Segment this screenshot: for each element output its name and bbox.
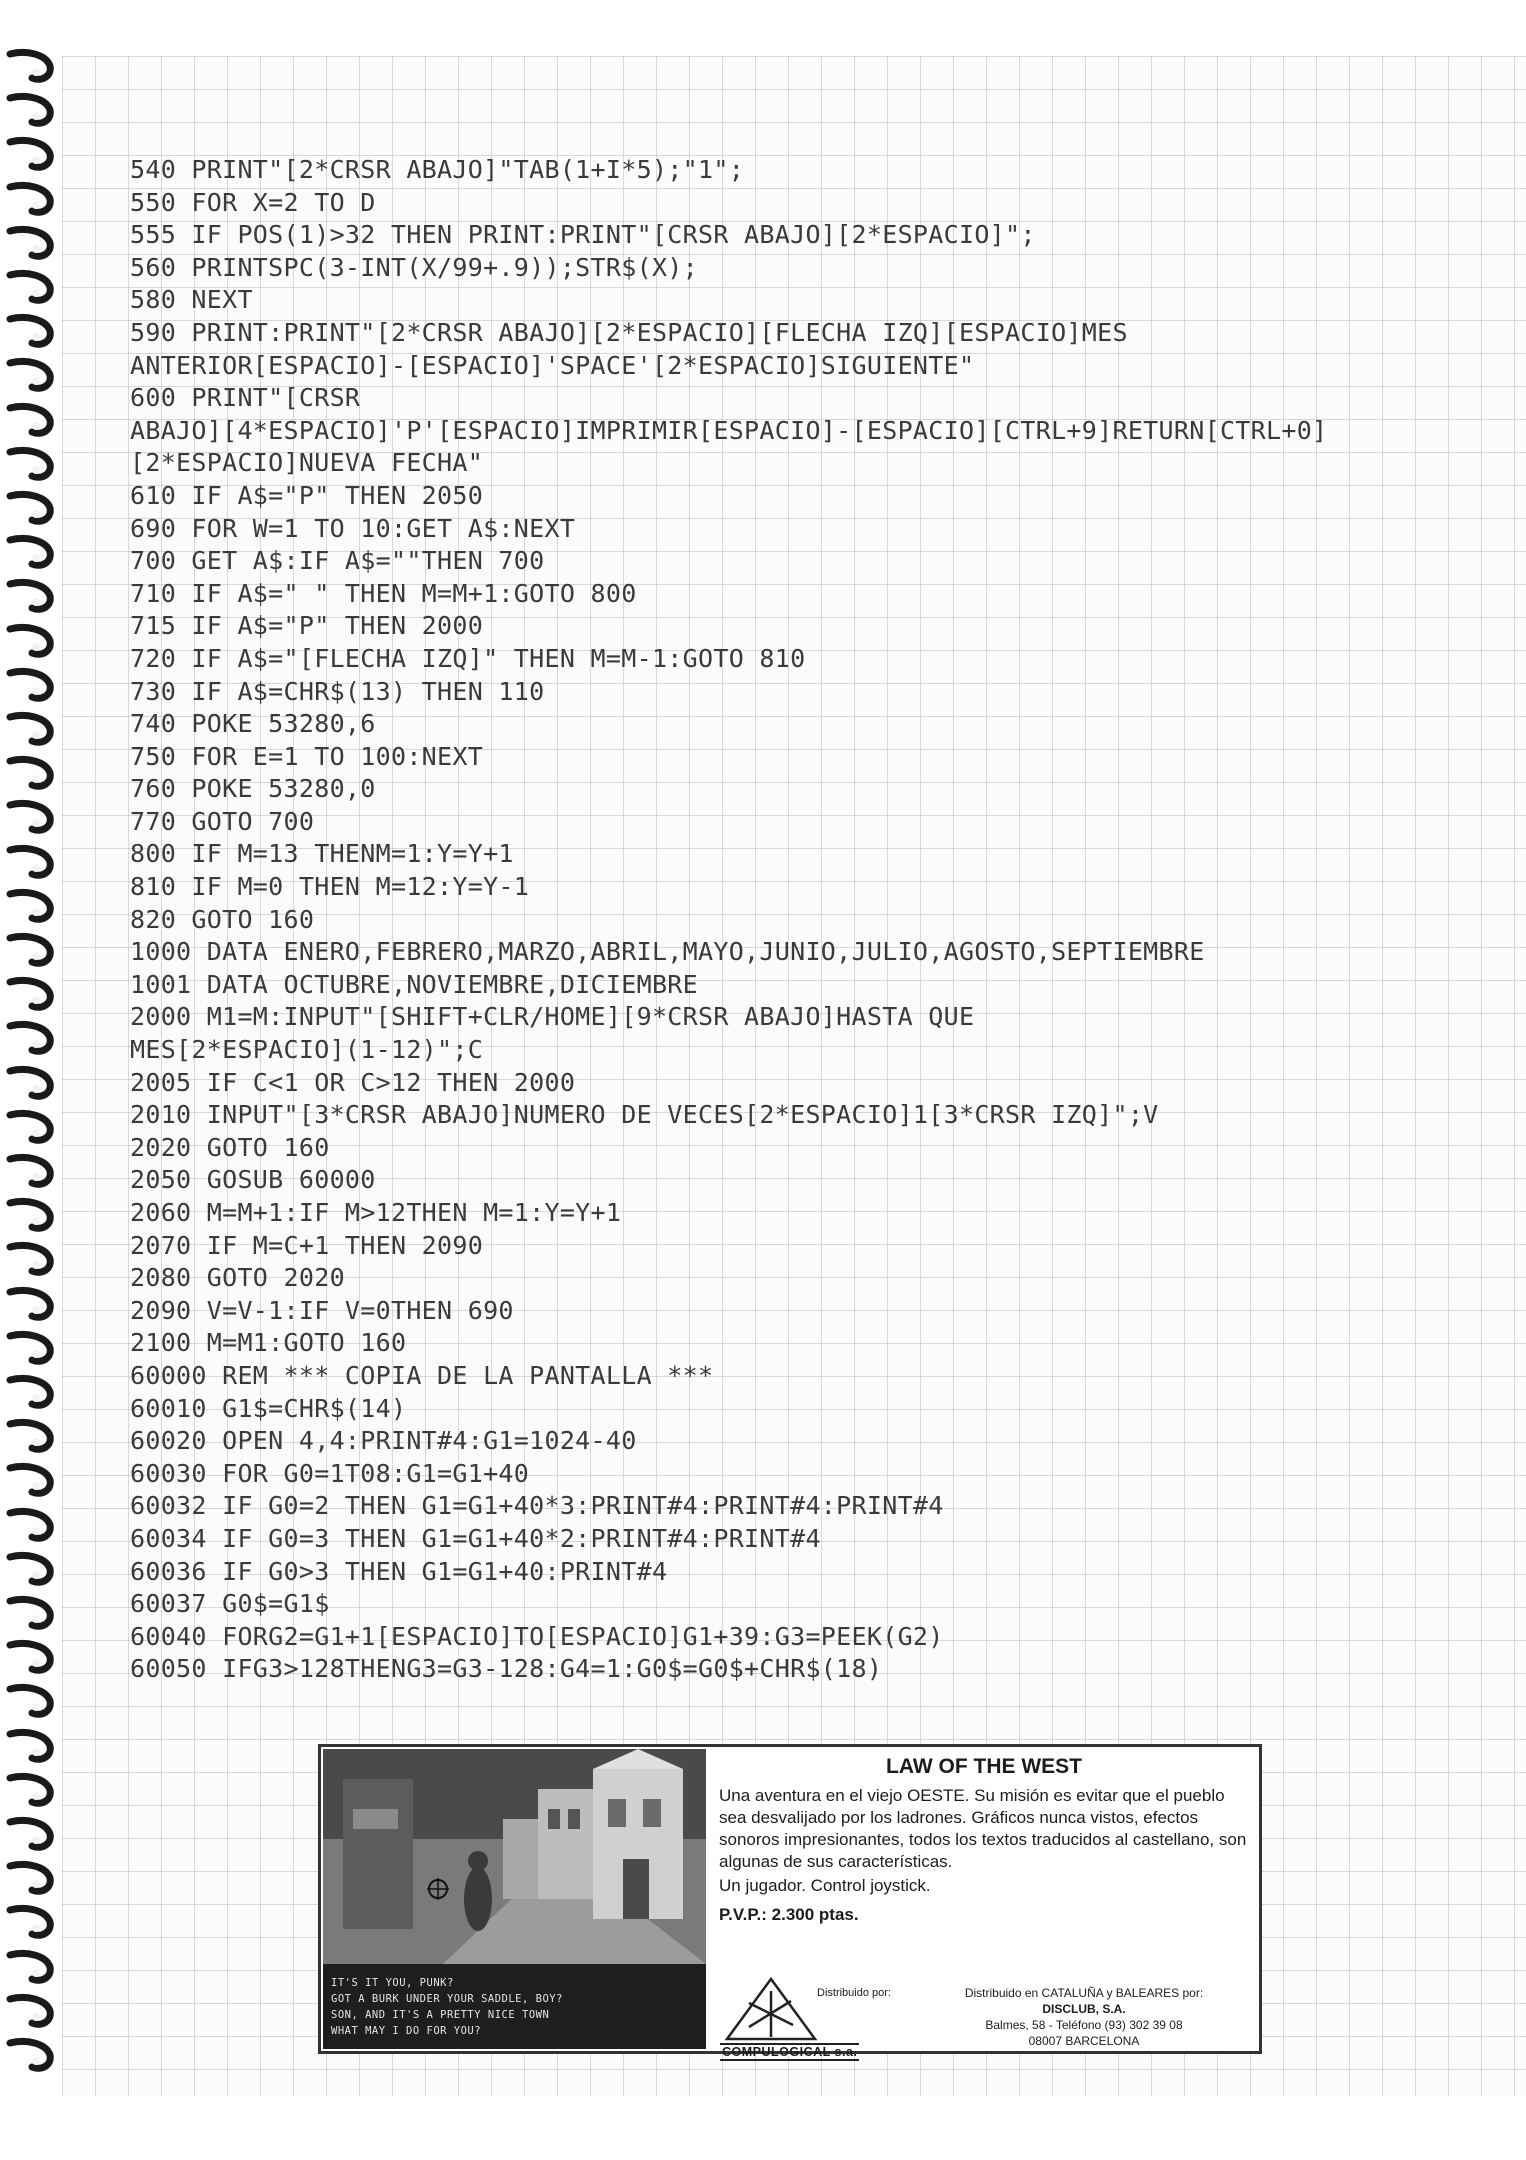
screenshot-dialog-line: SON, AND IT'S A PRETTY NICE TOWN xyxy=(331,2009,550,2021)
code-line: 60036 IF G0>3 THEN G1=G1+40:PRINT#4 xyxy=(130,1556,668,1586)
code-line: 60050 IFG3>128THENG3=G3-128:G4=1:G0$=G0$+CHR$(18) xyxy=(130,1654,883,1684)
code-line: 1001 DATA OCTUBRE,NOVIEMBRE,DICIEMBRE xyxy=(130,969,698,999)
binding-ring-icon xyxy=(6,269,56,305)
code-line: 2080 GOTO 2020 xyxy=(130,1263,345,1293)
binding-ring-icon xyxy=(6,1241,56,1277)
binding-ring-icon xyxy=(6,1728,56,1764)
ad-price xyxy=(719,1905,1249,1925)
code-line: 2010 INPUT"[3*CRSR ABAJO]NUMERO DE VECES[2*ESPACIO]1[3*CRSR IZQ]";V xyxy=(130,1100,1159,1130)
binding-ring-icon xyxy=(6,313,56,349)
code-line: 2050 GOSUB 60000 xyxy=(130,1165,376,1195)
binding-ring-icon xyxy=(6,1772,56,1808)
ad-players: Un jugador. Control joystick. xyxy=(719,1876,931,1895)
code-line: 60037 G0$=G1$ xyxy=(130,1589,330,1619)
code-line: 610 IF A$="P" THEN 2050 xyxy=(130,480,484,510)
code-line: 730 IF A$=CHR$(13) THEN 110 xyxy=(130,676,545,706)
binding-ring-icon xyxy=(6,534,56,570)
binding-ring-icon xyxy=(6,48,56,84)
code-line: 800 IF M=13 THENM=1:Y=Y+1 xyxy=(130,839,514,869)
game-advertisement xyxy=(318,1744,1262,2059)
binding-ring-icon xyxy=(6,357,56,393)
binding-ring-icon xyxy=(6,1418,56,1454)
code-line: 700 GET A$:IF A$=""THEN 700 xyxy=(130,546,545,576)
screenshot-dialog-line: GOT A BURK UNDER YOUR SADDLE, BOY? xyxy=(331,1993,563,2005)
binding-ring-icon xyxy=(6,623,56,659)
binding-ring-icon xyxy=(6,490,56,526)
binding-ring-icon xyxy=(6,1020,56,1056)
dist-company: DISCLUB, S.A. xyxy=(1042,2002,1126,2016)
code-line: 2020 GOTO 160 xyxy=(130,1132,330,1162)
code-line: 740 POKE 53280,6 xyxy=(130,709,376,739)
code-line: 760 POKE 53280,0 xyxy=(130,774,376,804)
binding-ring-icon xyxy=(6,888,56,924)
binding-ring-icon xyxy=(6,181,56,217)
binding-ring-icon xyxy=(6,755,56,791)
binding-ring-icon xyxy=(6,1595,56,1631)
code-line: 2070 IF M=C+1 THEN 2090 xyxy=(130,1230,484,1260)
code-line: 60010 G1$=CHR$(14) xyxy=(130,1393,407,1423)
binding-ring-icon xyxy=(6,1551,56,1587)
code-line: MES[2*ESPACIO](1-12)";C xyxy=(130,1035,484,1065)
code-line: ANTERIOR[ESPACIO]-[ESPACIO]'SPACE'[2*ESPACIO]SIGUIENTE" xyxy=(130,350,975,380)
basic-program-listing xyxy=(130,154,1430,1686)
spiral-binding xyxy=(0,48,70,2088)
code-line: 550 FOR X=2 TO D xyxy=(130,187,376,217)
code-line: 750 FOR E=1 TO 100:NEXT xyxy=(130,741,484,771)
screenshot-dialog-line: WHAT MAY I DO FOR YOU? xyxy=(331,2025,482,2037)
code-line: 60030 FOR G0=1T08:G1=G1+40 xyxy=(130,1458,530,1488)
code-line: 820 GOTO 160 xyxy=(130,904,315,934)
price-label: P.V.P.: xyxy=(719,1905,767,1924)
code-line: 1000 DATA ENERO,FEBRERO,MARZO,ABRIL,MAYO,JUNIO,JULIO,AGOSTO,SEPTIEMBRE xyxy=(130,937,1205,967)
code-line: 2100 M=M1:GOTO 160 xyxy=(130,1328,407,1358)
code-line: ABAJO][4*ESPACIO]'P'[ESPACIO]IMPRIMIR[ESPACIO]-[ESPACIO][CTRL+9]RETURN[CTRL+0] xyxy=(130,415,1328,445)
compulogical-logo-icon xyxy=(719,1973,824,2043)
code-line: [2*ESPACIO]NUEVA FECHA" xyxy=(130,448,484,478)
binding-ring-icon xyxy=(6,1153,56,1189)
binding-ring-icon xyxy=(6,799,56,835)
binding-ring-icon xyxy=(6,1949,56,1985)
ad-description: Una aventura en el viejo OESTE. Su misión es evitar que el pueblo sea desvalijado por los ladrones. Gráficos nunca vistos, efectos sonoros impresionantes, todos los textos traducidos al castellano, son algunas de sus características. xyxy=(719,1786,1247,1871)
binding-ring-icon xyxy=(6,92,56,128)
regional-distributor xyxy=(919,1985,1249,2049)
code-line: 600 PRINT"[CRSR xyxy=(130,383,361,413)
code-line: 60000 REM *** COPIA DE LA PANTALLA *** xyxy=(130,1360,714,1390)
code-line: 580 NEXT xyxy=(130,285,253,315)
binding-ring-icon xyxy=(6,976,56,1012)
binding-ring-icon xyxy=(6,1374,56,1410)
code-line: 2060 M=M+1:IF M>12THEN M=1:Y=Y+1 xyxy=(130,1198,622,1227)
binding-ring-icon xyxy=(6,402,56,438)
ad-title: LAW OF THE WEST xyxy=(886,1755,1082,1778)
binding-ring-icon xyxy=(6,1993,56,2029)
code-line: 2005 IF C<1 OR C>12 THEN 2000 xyxy=(130,1067,576,1097)
binding-ring-icon xyxy=(6,1330,56,1366)
code-line: 690 FOR W=1 TO 10:GET A$:NEXT xyxy=(130,513,576,543)
dist-address: Balmes, 58 - Teléfono (93) 302 39 08 xyxy=(985,2018,1183,2032)
code-line: 720 IF A$="[FLECHA IZQ]" THEN M=M-1:GOTO 810 xyxy=(130,643,806,673)
binding-ring-icon xyxy=(6,1462,56,1498)
binding-ring-icon xyxy=(6,2037,56,2073)
code-line: 715 IF A$="P" THEN 2000 xyxy=(130,611,484,641)
binding-ring-icon xyxy=(6,136,56,172)
binding-ring-icon xyxy=(6,932,56,968)
binding-ring-icon xyxy=(6,1065,56,1101)
code-line: 60020 OPEN 4,4:PRINT#4:G1=1024-40 xyxy=(130,1426,637,1456)
code-line: 555 IF POS(1)>32 THEN PRINT:PRINT"[CRSR ABAJO][2*ESPACIO]"; xyxy=(130,220,1036,250)
code-line: 540 PRINT"[2*CRSR ABAJO]"TAB(1+I*5);"1"; xyxy=(130,155,745,184)
screenshot-dialog-line: IT'S IT YOU, PUNK? xyxy=(331,1977,454,1989)
price-value: 2.300 ptas. xyxy=(771,1905,859,1924)
binding-ring-icon xyxy=(6,1816,56,1852)
dist-city: 08007 BARCELONA xyxy=(1028,2034,1140,2048)
ad-text-panel xyxy=(719,1753,1249,2059)
code-line: 710 IF A$=" " THEN M=M+1:GOTO 800 xyxy=(130,578,637,608)
binding-ring-icon xyxy=(6,844,56,880)
code-line: 770 GOTO 700 xyxy=(130,806,315,836)
code-line: 560 PRINTSPC(3-INT(X/99+.9));STR$(X); xyxy=(130,252,698,282)
binding-ring-icon xyxy=(6,1197,56,1233)
binding-ring-icon xyxy=(6,1683,56,1719)
dist-region: Distribuido en CATALUÑA y BALEARES por: xyxy=(964,1986,1204,2000)
code-line: 60034 IF G0=3 THEN G1=G1+40*2:PRINT#4:PRINT#4 xyxy=(130,1523,821,1553)
binding-ring-icon xyxy=(6,1507,56,1543)
logo-wordmark: COMPULOGICAL s.a. xyxy=(722,2045,858,2059)
code-line: 2000 M1=M:INPUT"[SHIFT+CLR/HOME][9*CRSR ABAJO]HASTA QUE xyxy=(130,1002,975,1032)
binding-ring-icon xyxy=(6,1639,56,1675)
game-screenshot xyxy=(323,1749,706,2049)
binding-ring-icon xyxy=(6,578,56,614)
binding-ring-icon xyxy=(6,225,56,261)
code-line: 60040 FORG2=G1+1[ESPACIO]TO[ESPACIO]G1+39:G3=PEEK(G2) xyxy=(130,1621,944,1651)
code-line: 590 PRINT:PRINT"[2*CRSR ABAJO][2*ESPACIO][FLECHA IZQ][ESPACIO]MES xyxy=(130,317,1128,347)
binding-ring-icon xyxy=(6,1904,56,1940)
code-line: 2090 V=V-1:IF V=0THEN 690 xyxy=(130,1295,514,1325)
binding-ring-icon xyxy=(6,1286,56,1322)
distributed-by: Distribuido por: xyxy=(817,1987,891,1999)
binding-ring-icon xyxy=(6,667,56,703)
code-line: 810 IF M=0 THEN M=12:Y=Y-1 xyxy=(130,872,530,902)
binding-ring-icon xyxy=(6,446,56,482)
binding-ring-icon xyxy=(6,1109,56,1145)
code-line: 60032 IF G0=2 THEN G1=G1+40*3:PRINT#4:PRINT#4:PRINT#4 xyxy=(130,1491,944,1521)
binding-ring-icon xyxy=(6,1860,56,1896)
binding-ring-icon xyxy=(6,711,56,747)
